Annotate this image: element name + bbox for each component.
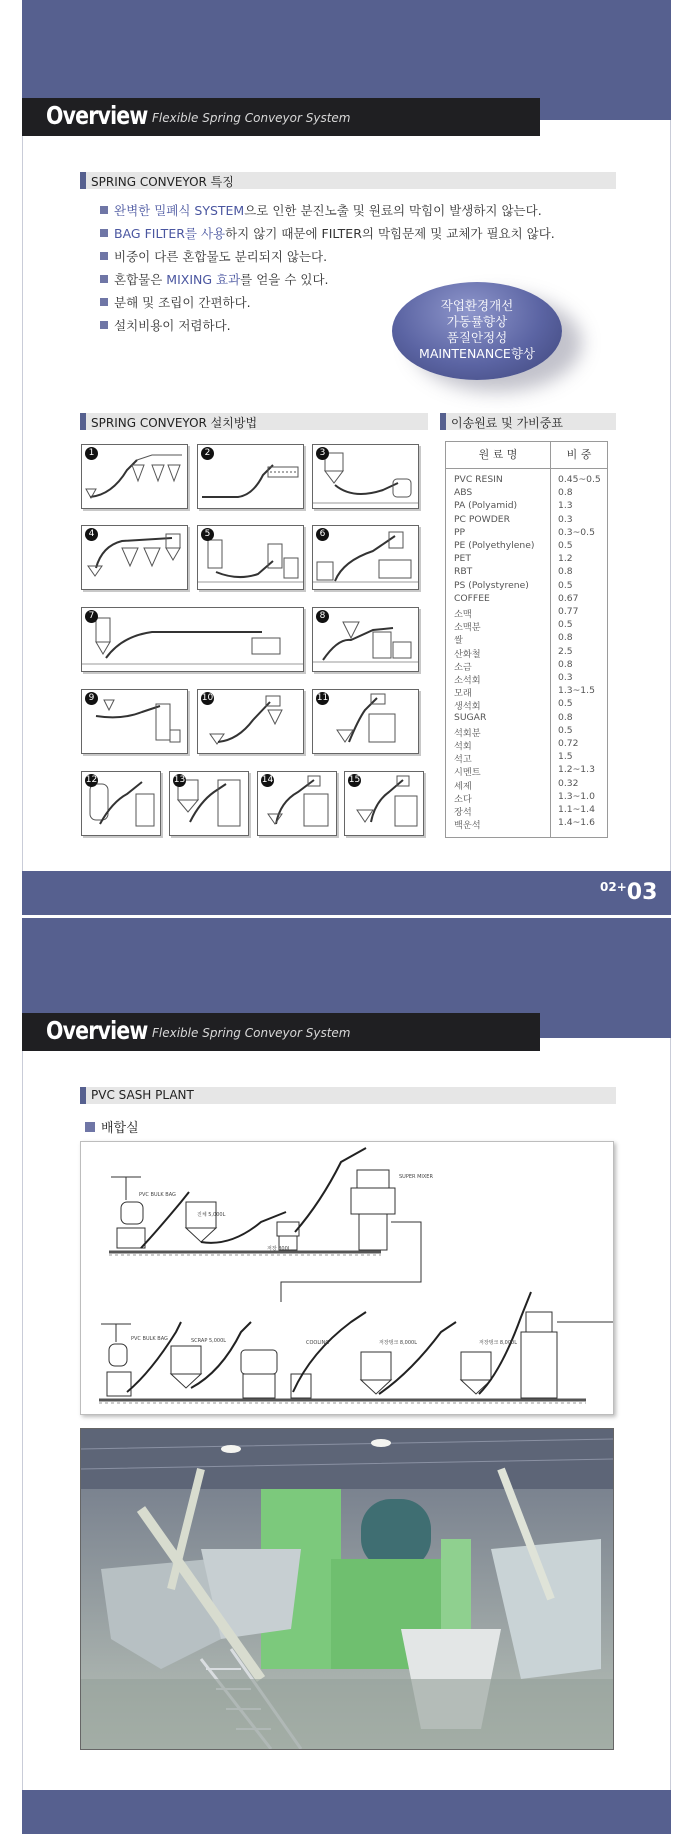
specific-gravity: 1.4~1.6 [558, 817, 595, 829]
install-diagram-10: 10 [197, 689, 304, 754]
diagram-label: SCRAP 5,000L [191, 1338, 227, 1344]
material-name: 소다 [454, 793, 472, 805]
material-name: COFFEE [454, 592, 490, 604]
material-name: PET [454, 553, 471, 565]
material-name: PC POWDER [454, 513, 510, 525]
table-row [454, 540, 603, 553]
overview-header [22, 1013, 540, 1051]
diagram-label: 저장탱크 8,000L [379, 1340, 418, 1346]
install-diagram-14: 14 [257, 771, 337, 836]
section-marker [80, 172, 86, 189]
table-row [454, 725, 603, 738]
specific-gravity: 0.45~0.5 [558, 474, 601, 485]
table-row [454, 514, 603, 527]
table-header-value: 비 중 [566, 448, 592, 461]
table-row [454, 632, 603, 645]
material-name: 소금 [454, 661, 472, 673]
material-name: PA (Polyamid) [454, 500, 518, 512]
material-name: PP [454, 526, 466, 538]
table-row [454, 487, 603, 500]
section-title: SPRING CONVEYOR 특징 [91, 175, 234, 189]
specific-gravity: 1.1~1.4 [558, 804, 595, 815]
section-marker [440, 413, 446, 430]
material-name: 석회분 [454, 727, 481, 739]
feature-item: 완벽한 밀폐식 SYSTEM으로 인한 분진노출 및 원료의 막힘이 발생하지 않는다. [100, 201, 542, 219]
diagram-label: SUPER MIXER [399, 1174, 433, 1180]
specific-gravity: 0.72 [558, 738, 579, 749]
specific-gravity: 0.5 [558, 698, 573, 710]
table-row [454, 804, 603, 817]
material-name: 산화철 [454, 648, 481, 660]
table-row [454, 553, 603, 566]
diagram-label: 저장 800L [267, 1246, 291, 1252]
feature-item: 혼합물은 MIXING 효과를 얻을 수 있다. [100, 270, 329, 288]
table-header-name: 원 료 명 [478, 448, 518, 461]
table-row [454, 817, 603, 830]
specific-gravity: 0.5 [558, 619, 573, 631]
table-row [454, 778, 603, 791]
page-number-big: 03 [626, 880, 658, 905]
section-features [80, 172, 616, 189]
specific-gravity: 0.77 [558, 606, 579, 617]
material-name: 소석회 [454, 675, 481, 686]
benefit-line: 작업환경개선 [440, 298, 514, 313]
feature-item: BAG FILTER를 사용하지 않기 때문에 FILTER의 막힘문제 및 교체가 필요치 않다. [100, 224, 555, 242]
install-diagram-1: 1 [81, 444, 188, 509]
material-name: RBT [454, 566, 473, 578]
overview-subtitle: Flexible Spring Conveyor System [152, 111, 351, 125]
section-title: PVC SASH PLANT [91, 1088, 194, 1102]
page-number [600, 880, 657, 905]
material-name: PVC RESIN [454, 474, 503, 485]
overview-header [22, 98, 540, 136]
material-name: SUGAR [454, 711, 487, 723]
feature-item: 비중이 다른 혼합물도 분리되지 않는다. [100, 247, 327, 265]
benefit-line: 가동률향상 [446, 314, 508, 329]
install-diagram-2: 2 [197, 444, 304, 509]
plant-diagram [80, 1141, 614, 1415]
install-diagram-8: 8 [312, 607, 419, 672]
material-name: 소맥분 [454, 622, 481, 634]
material-name: 석고 [454, 754, 472, 766]
specific-gravity: 0.5 [558, 540, 573, 551]
specific-gravity: 0.3~0.5 [558, 526, 595, 538]
table-row [454, 791, 603, 804]
material-name: 모래 [454, 688, 472, 700]
table-row [454, 646, 603, 659]
specific-gravity: 0.3 [558, 513, 573, 525]
table-row [454, 566, 603, 579]
benefits-bubble [392, 282, 562, 380]
specific-gravity: 1.3~1.5 [558, 685, 595, 697]
specific-gravity: 0.8 [558, 487, 573, 499]
material-name: 장석 [454, 807, 472, 818]
material-name: PS (Polystyrene) [454, 579, 529, 591]
table-row [454, 659, 603, 672]
specific-gravity: 1.2~1.3 [558, 764, 595, 776]
section-marker [80, 1087, 86, 1104]
material-name: 시멘트 [454, 767, 481, 779]
table-row [454, 606, 603, 619]
material-name: 쌀 [454, 635, 463, 647]
install-diagram-15: 15 [344, 771, 424, 836]
table-row [454, 738, 603, 751]
install-diagram-12: 12 [81, 771, 161, 836]
plant-photo [80, 1428, 614, 1750]
overview-subtitle: Flexible Spring Conveyor System [152, 1026, 351, 1040]
section-pvc-sash [80, 1087, 616, 1104]
section-marker [80, 413, 86, 430]
feature-item: 설치비용이 저렴하다. [100, 316, 231, 334]
install-diagram-9: 9 [81, 689, 188, 754]
specific-gravity: 0.3 [558, 672, 573, 683]
section-install [80, 413, 428, 430]
benefit-line: 품질안정성 [446, 330, 508, 345]
specific-gravity: 1.5 [558, 751, 573, 763]
diagram-label: PVC BULK BAG [139, 1192, 176, 1198]
table-row [454, 698, 603, 711]
table-row [454, 764, 603, 777]
install-diagram-13: 13 [169, 771, 249, 836]
table-row [454, 712, 603, 725]
table-row [454, 593, 603, 606]
footer-banner [22, 1790, 671, 1834]
diagram-label: 저장탱크 8,000L [479, 1340, 518, 1346]
material-name: 세제 [454, 780, 472, 792]
specific-gravity: 2.5 [558, 645, 573, 657]
diagram-label: COOLING [306, 1340, 330, 1346]
material-name: 백운석 [454, 820, 481, 832]
install-diagram-6: 6 [312, 525, 419, 590]
install-diagram-4: 4 [81, 525, 188, 590]
footer-banner [22, 871, 671, 915]
table-row [454, 580, 603, 593]
specific-gravity: 1.3~1.0 [558, 790, 595, 802]
table-row [454, 619, 603, 632]
section-title: 이송원료 및 가비중표 [451, 416, 563, 430]
overview-title: Overview [46, 101, 148, 130]
material-name: 소맥 [454, 609, 472, 620]
specific-gravity: 0.8 [558, 566, 573, 578]
install-diagram-11: 11 [312, 689, 419, 754]
specific-gravity: 1.3 [558, 500, 573, 512]
table-row [454, 527, 603, 540]
table-row [454, 500, 603, 513]
specific-gravity: 1.2 [558, 553, 573, 565]
specific-gravity: 0.8 [558, 658, 573, 670]
install-diagram-7: 7 [81, 607, 304, 672]
section-title: SPRING CONVEYOR 설치방법 [91, 416, 258, 430]
material-name: 생석회 [454, 701, 481, 713]
specific-gravity: 0.32 [558, 777, 579, 789]
benefit-line: MAINTENANCE향상 [419, 346, 535, 361]
specific-gravity: 0.5 [558, 579, 573, 591]
subsection-title: 배합실 [85, 1117, 139, 1136]
install-diagram-3: 3 [312, 444, 419, 509]
overview-title: Overview [46, 1016, 148, 1045]
diagram-label: 진체 5,000L [197, 1212, 226, 1218]
table-row [454, 672, 603, 685]
feature-item: 분해 및 조립이 간편하다. [100, 293, 251, 311]
page-number-small: 02+ [600, 880, 627, 894]
specific-gravity: 0.8 [558, 632, 573, 644]
gravity-table [445, 441, 608, 838]
material-name: ABS [454, 487, 473, 499]
section-gravity [440, 413, 616, 430]
diagram-label: PVC BULK BAG [131, 1336, 168, 1342]
material-name: PE (Polyethylene) [454, 540, 535, 551]
install-diagram-5: 5 [197, 525, 304, 590]
table-row [454, 751, 603, 764]
table-row [454, 474, 603, 487]
specific-gravity: 0.67 [558, 592, 579, 604]
specific-gravity: 0.8 [558, 711, 573, 723]
specific-gravity: 0.5 [558, 724, 573, 736]
table-row [454, 685, 603, 698]
material-name: 석회 [454, 741, 472, 752]
